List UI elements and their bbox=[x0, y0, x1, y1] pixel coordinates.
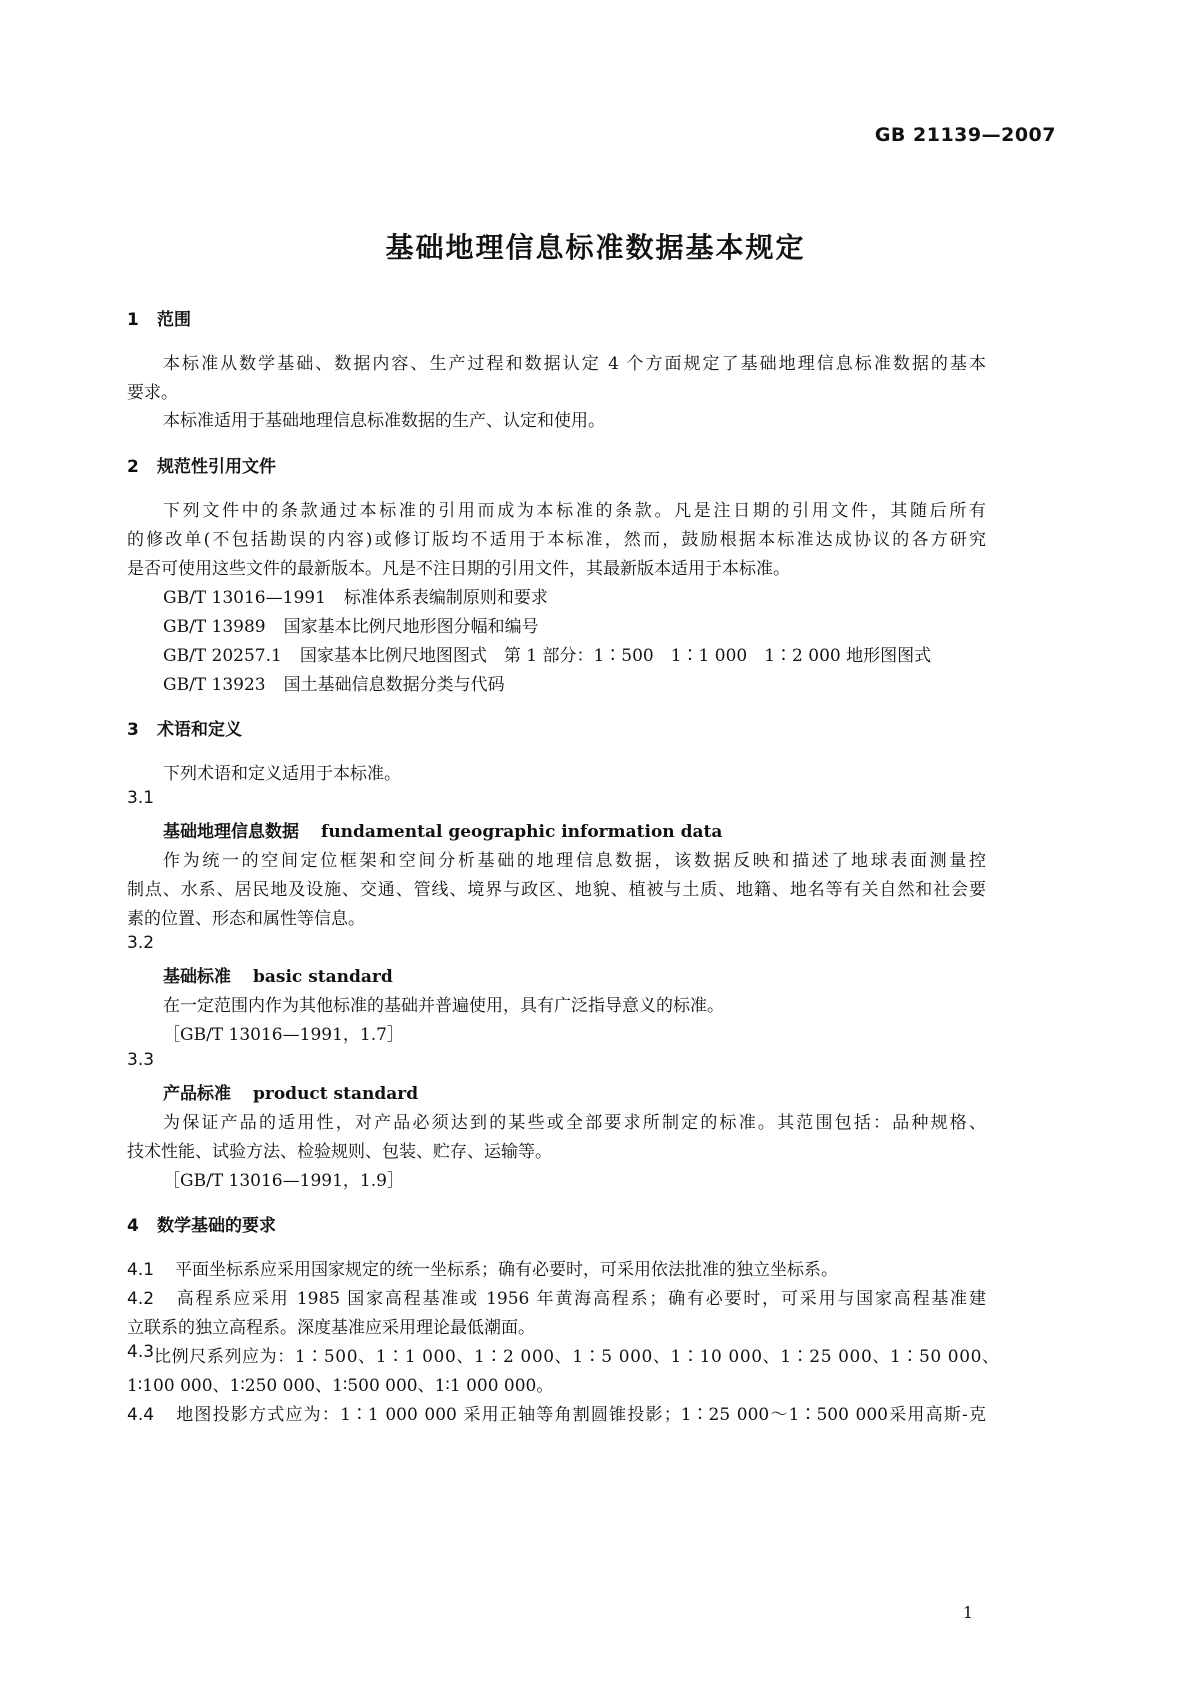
term-definition-line-1: 作为统一的空间定位框架和空间分析基础的地理信息数据，该数据反映和描述了地球表面测量控 bbox=[163, 851, 986, 871]
clause-number: 4.2 bbox=[127, 1289, 155, 1309]
s2-paragraph-line-1: 下列文件中的条款通过本标准的引用而成为本标准的条款。凡是注日期的引用文件，其随后所有 bbox=[163, 501, 986, 521]
section-number: 1 bbox=[127, 310, 139, 330]
clause-4-1 bbox=[127, 1255, 838, 1280]
clause-number: 4.4 bbox=[127, 1405, 155, 1425]
term-definition-line-1: 为保证产品的适用性，对产品必须达到的某些或全部要求所制定的标准。其范围包括：品种规格、 bbox=[163, 1113, 986, 1133]
reference-title: 国家基本比例尺地图图式 第 1 部分：1∶500 1∶1 000 1∶2 000 地形图图式 bbox=[299, 646, 932, 666]
clause-text: 平面坐标系应采用国家规定的统一坐标系；确有必要时，可采用依法批准的独立坐标系。 bbox=[175, 1260, 838, 1280]
term-heading bbox=[163, 962, 393, 987]
section-3-heading bbox=[127, 715, 242, 740]
s1-paragraph-2: 本标准适用于基础地理信息标准数据的生产、认定和使用。 bbox=[163, 411, 605, 431]
section-2-heading bbox=[127, 452, 276, 477]
reference-item bbox=[163, 612, 539, 637]
section-title: 数学基础的要求 bbox=[157, 1216, 276, 1236]
reference-code: GB/T 20257.1 bbox=[163, 646, 282, 666]
clause-text: 比例尺系列应为：1∶500、1∶1 000、1∶2 000、1∶5 000、1∶10 000、1∶25 000、1∶50 000、 bbox=[154, 1347, 1000, 1367]
reference-item bbox=[163, 641, 931, 666]
term-heading bbox=[163, 817, 722, 842]
document-title: 基础地理信息标准数据基本规定 bbox=[385, 231, 806, 264]
clause-4-3-line-1 bbox=[127, 1342, 1000, 1367]
term-en: fundamental geographic information data bbox=[321, 822, 723, 842]
reference-code: GB/T 13923 bbox=[163, 675, 266, 695]
term-number: 3.2 bbox=[127, 933, 155, 953]
term-en: basic standard bbox=[253, 967, 393, 987]
standard-number: GB 21139—2007 bbox=[874, 124, 1056, 146]
term-zh: 产品标准 bbox=[163, 1084, 231, 1104]
term-definition-line-2: 技术性能、试验方法、检验规则、包装、贮存、运输等。 bbox=[127, 1142, 552, 1162]
reference-title: 国土基础信息数据分类与代码 bbox=[283, 675, 505, 695]
s2-paragraph-line-3: 是否可使用这些文件的最新版本。凡是不注日期的引用文件，其最新版本适用于本标准。 bbox=[127, 559, 790, 579]
s3-intro: 下列术语和定义适用于本标准。 bbox=[163, 764, 401, 784]
clause-4-4-line-1 bbox=[127, 1400, 986, 1425]
section-number: 2 bbox=[127, 457, 139, 477]
clause-text: 高程系应采用 1985 国家高程基准或 1956 年黄海高程系；确有必要时，可采用与国家高程基准建 bbox=[175, 1289, 986, 1309]
term-number: 3.3 bbox=[127, 1050, 155, 1070]
term-number: 3.1 bbox=[127, 788, 155, 808]
section-4-heading bbox=[127, 1211, 276, 1236]
term-zh: 基础地理信息数据 bbox=[163, 822, 299, 842]
reference-item bbox=[163, 670, 505, 695]
clause-4-3-line-2: 1∶100 000、1∶250 000、1∶500 000、1∶1 000 000。 bbox=[127, 1376, 554, 1396]
section-title: 规范性引用文件 bbox=[157, 457, 276, 477]
section-title: 范围 bbox=[157, 310, 191, 330]
section-number: 3 bbox=[127, 720, 139, 740]
clause-text: 地图投影方式应为：1∶1 000 000 采用正轴等角割圆锥投影；1∶25 000～1∶500 000采用高斯-克 bbox=[175, 1405, 986, 1425]
term-en: product standard bbox=[253, 1084, 419, 1104]
reference-title: 标准体系表编制原则和要求 bbox=[343, 588, 548, 608]
term-definition-line-1: 在一定范围内作为其他标准的基础并普遍使用，具有广泛指导意义的标准。 bbox=[163, 996, 724, 1016]
s2-paragraph-line-2: 的修改单(不包括勘误的内容)或修订版均不适用于本标准，然而，鼓励根据本标准达成协议的各方研究 bbox=[127, 530, 986, 550]
term-source: ［GB/T 13016—1991，1.9］ bbox=[163, 1171, 404, 1191]
clause-4-2-line-1 bbox=[127, 1284, 986, 1309]
section-1-heading bbox=[127, 305, 191, 330]
term-heading bbox=[163, 1079, 418, 1104]
clause-number: 4.1 bbox=[127, 1260, 155, 1280]
reference-title: 国家基本比例尺地形图分幅和编号 bbox=[283, 617, 539, 637]
s1-paragraph-1-line-1: 本标准从数学基础、数据内容、生产过程和数据认定 4 个方面规定了基础地理信息标准数据的基本 bbox=[163, 354, 986, 374]
reference-code: GB/T 13016—1991 bbox=[163, 588, 326, 608]
term-source: ［GB/T 13016—1991，1.7］ bbox=[163, 1025, 404, 1045]
clause-4-2-line-2: 立联系的独立高程系。深度基准应采用理论最低潮面。 bbox=[127, 1318, 535, 1338]
section-title: 术语和定义 bbox=[157, 720, 242, 740]
section-number: 4 bbox=[127, 1216, 139, 1236]
page-number: 1 bbox=[962, 1603, 973, 1622]
reference-code: GB/T 13989 bbox=[163, 617, 266, 637]
term-zh: 基础标准 bbox=[163, 967, 231, 987]
term-definition-line-2: 制点、水系、居民地及设施、交通、管线、境界与政区、地貌、植被与土质、地籍、地名等有关自然和社会要 bbox=[127, 880, 986, 900]
reference-item bbox=[163, 583, 548, 608]
term-definition-line-3: 素的位置、形态和属性等信息。 bbox=[127, 909, 365, 929]
s1-paragraph-1-line-2: 要求。 bbox=[127, 383, 178, 403]
clause-number: 4.3 bbox=[127, 1342, 155, 1362]
